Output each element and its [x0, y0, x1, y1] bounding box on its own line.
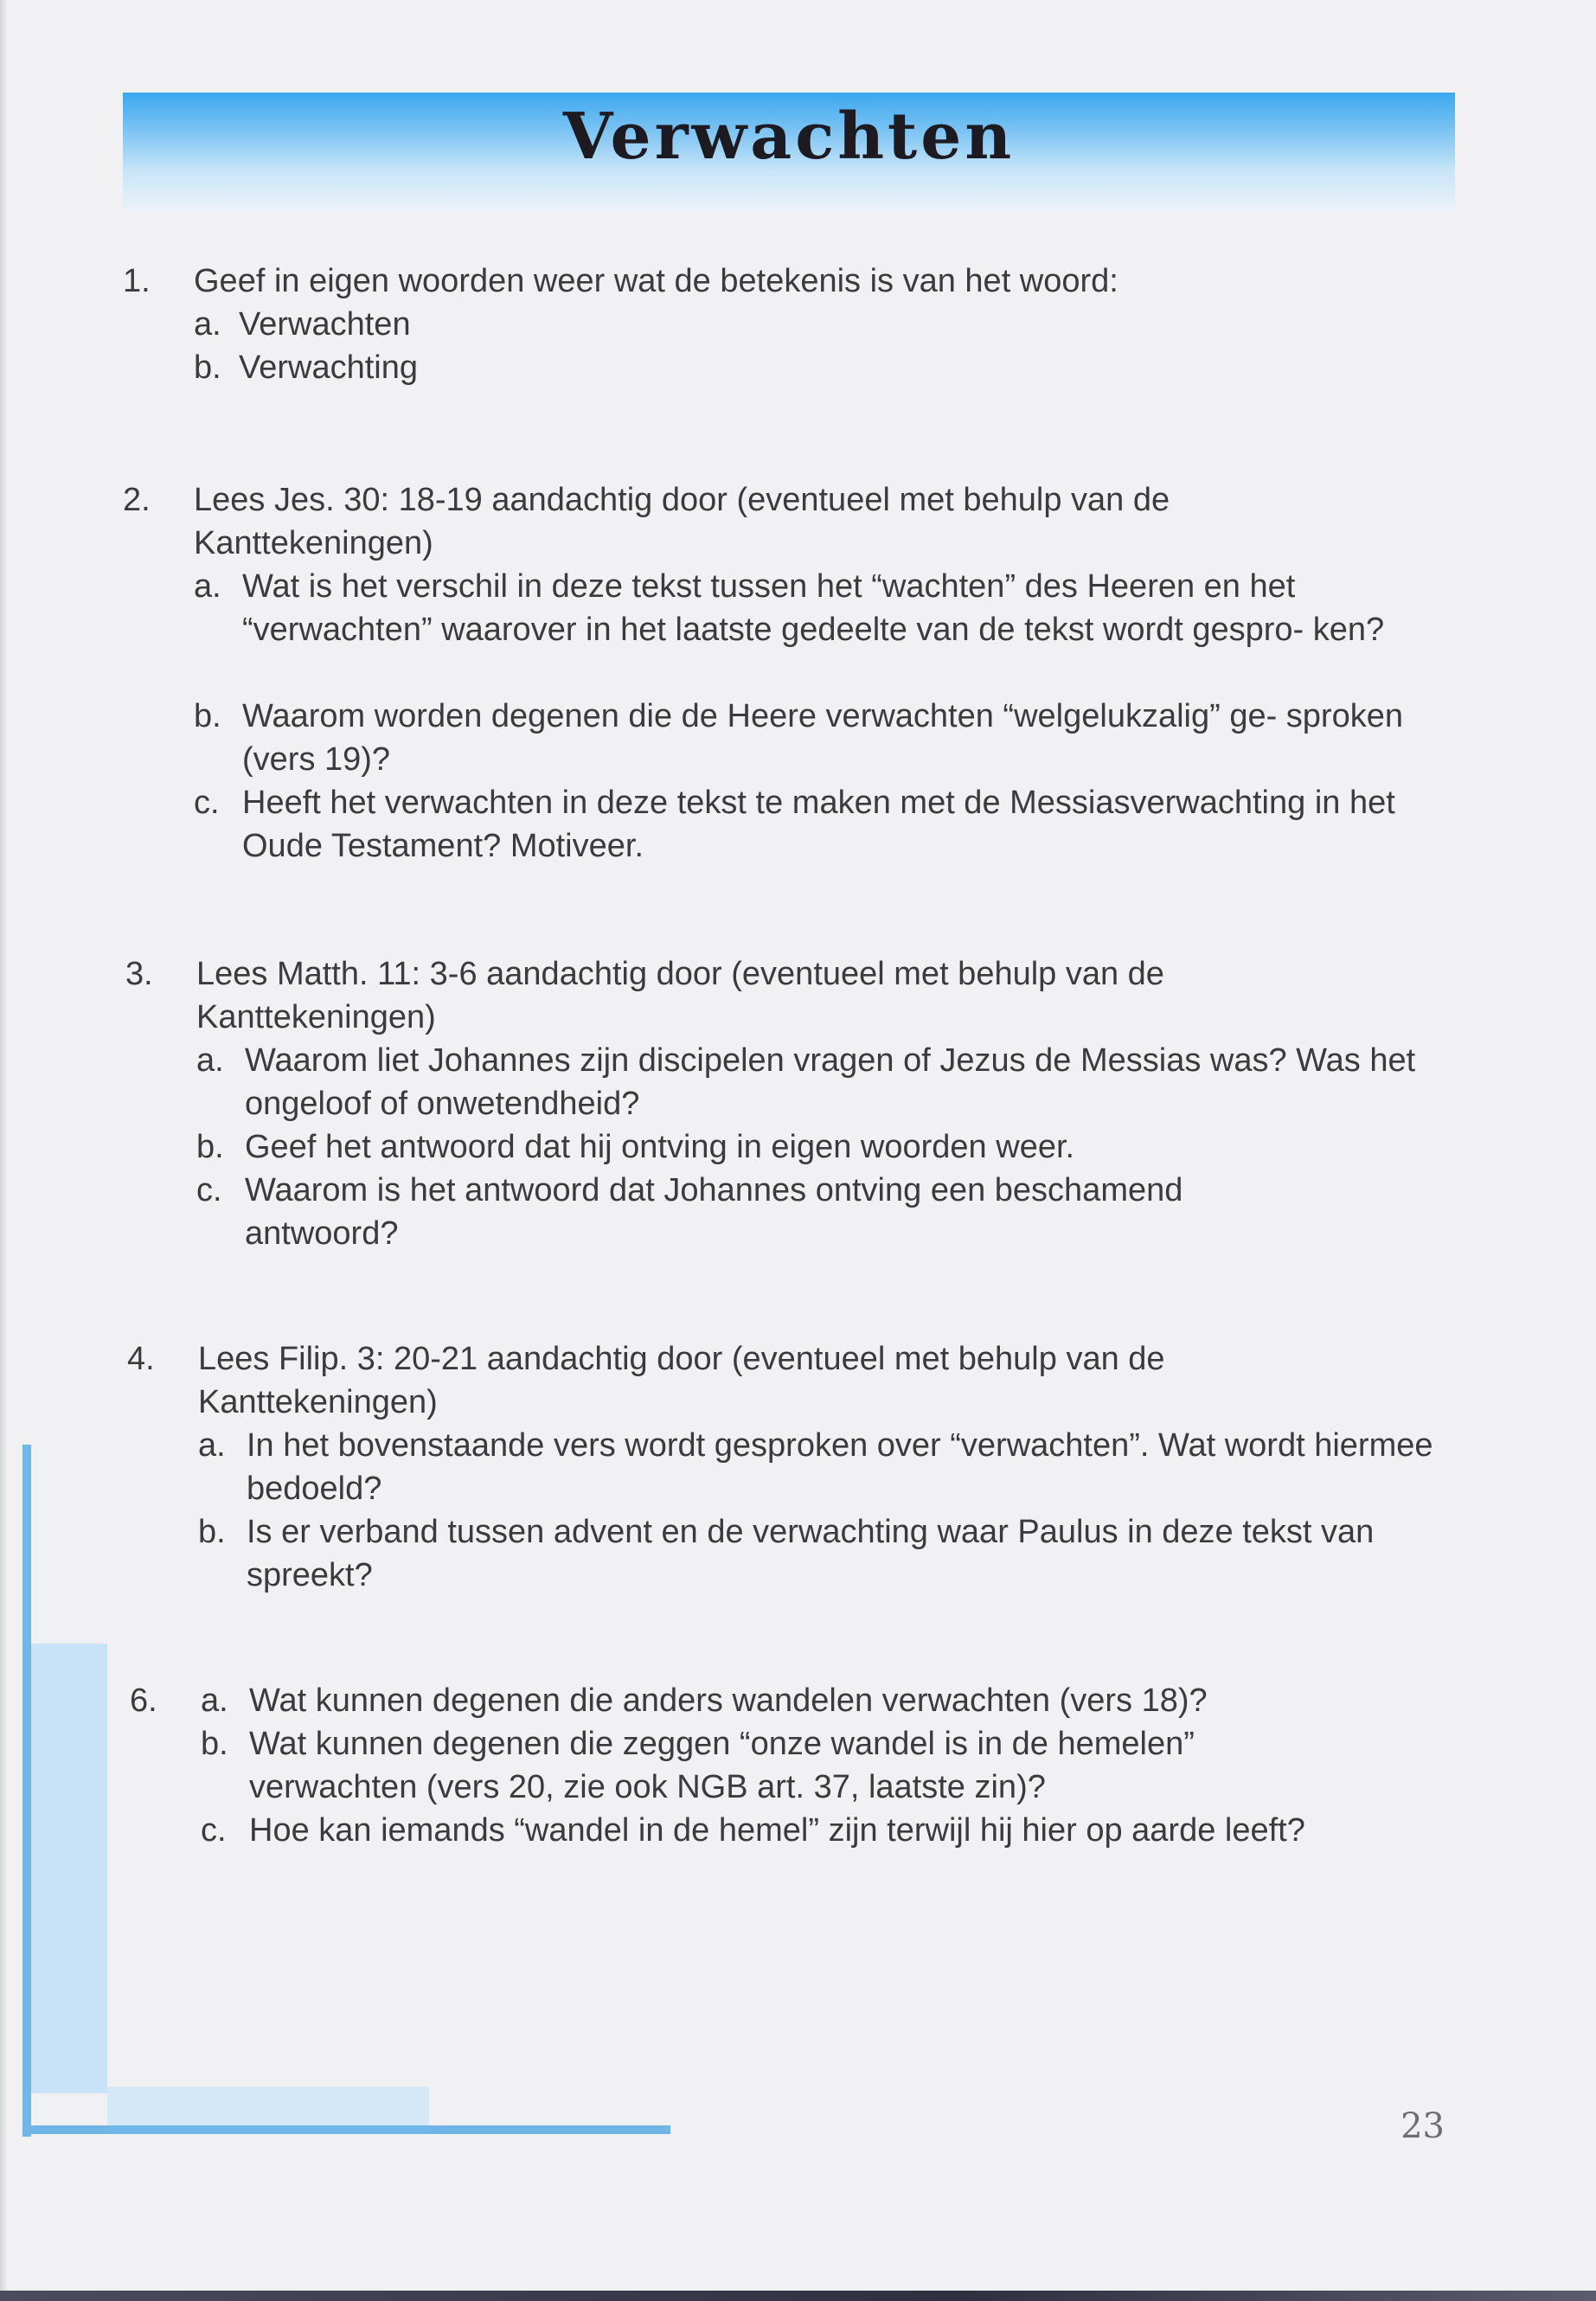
sub-text: Is er verband tussen advent en de verwachting waar Paulus in deze tekst van spreekt?: [247, 1514, 1375, 1593]
question-intro: Lees Filip. 3: 20-21 aandachtig door (eventueel met behulp van de Kanttekeningen): [198, 1341, 1165, 1420]
sub-text: Heeft het verwachten in deze tekst te maken met de Messiasverwachting in het Oude Testament? Motiveer.: [242, 785, 1395, 864]
sub-text: Verwachten: [239, 306, 411, 343]
sub-text: In het bovenstaande vers wordt gesproken over “verwachten”. Wat wordt hiermee bedoeld?: [247, 1427, 1433, 1507]
sub-letter: b.: [201, 1726, 228, 1762]
sub-text: Waarom is het antwoord dat Johannes ontving een beschamend antwoord?: [245, 1172, 1183, 1252]
question-intro: Lees Jes. 30: 18-19 aandachtig door (eventueel met behulp van de Kanttekeningen): [194, 482, 1170, 561]
sub-letter: b.: [198, 1514, 226, 1550]
sub-letter: c.: [196, 1172, 222, 1208]
sub-letter: b.: [194, 698, 221, 734]
page-title: Verwachten: [562, 99, 1016, 174]
question-number: 4.: [127, 1341, 155, 1377]
sub-letter: a.: [201, 1682, 228, 1719]
sub-text: Wat kunnen degenen die zeggen “onze wandel is in de hemelen” verwachten (vers 20, zie ook NGB art. 37, laatste zin)?: [249, 1726, 1195, 1805]
sub-text: Hoe kan iemands “wandel in de hemel” zijn terwijl hij hier op aarde leeft?: [249, 1812, 1305, 1849]
sub-letter: a.: [198, 1427, 226, 1464]
sub-letter: b.: [194, 349, 221, 386]
page-edge: [0, 0, 7, 2301]
question-number: 6.: [130, 1682, 157, 1719]
sub-text: Waarom liet Johannes zijn discipelen vragen of Jezus de Messias was? Was het ongeloof of onwetendheid?: [245, 1042, 1416, 1122]
decorative-panel: [31, 1644, 107, 2093]
sub-text: Waarom worden degenen die de Heere verwachten “welgelukzalig” ge- sproken (vers 19)?: [242, 698, 1403, 778]
question-intro: Lees Matth. 11: 3-6 aandachtig door (eventueel met behulp van de Kanttekeningen): [196, 956, 1164, 1035]
question-intro: Geef in eigen woorden weer wat de betekenis is van het woord:: [194, 263, 1118, 299]
sub-letter: a.: [194, 306, 221, 343]
sub-letter: a.: [196, 1042, 224, 1079]
sub-text: Verwachting: [239, 349, 419, 386]
decorative-horizontal-line: [26, 2125, 670, 2134]
question-number: 2.: [123, 482, 151, 518]
sub-text: Wat kunnen degenen die anders wandelen verwachten (vers 18)?: [249, 1682, 1208, 1719]
sub-letter: c.: [194, 785, 220, 821]
sub-letter: b.: [196, 1129, 224, 1165]
page-number: 23: [1401, 2106, 1445, 2146]
sub-text: Wat is het verschil in deze tekst tussen het “wachten” des Heeren en het “verwachten” waarover in het laatste gedeelte van de tekst wordt gespro- ken?: [242, 568, 1385, 648]
sub-text: Geef het antwoord dat hij ontving in eigen woorden weer.: [245, 1129, 1075, 1165]
page-bottom-edge: [0, 2291, 1596, 2301]
sub-letter: a.: [194, 568, 221, 605]
title-banner: [123, 93, 1455, 214]
decorative-vertical-line: [22, 1445, 31, 2137]
sub-letter: c.: [201, 1812, 227, 1849]
question-number: 1.: [123, 263, 151, 299]
question-number: 3.: [125, 956, 153, 992]
